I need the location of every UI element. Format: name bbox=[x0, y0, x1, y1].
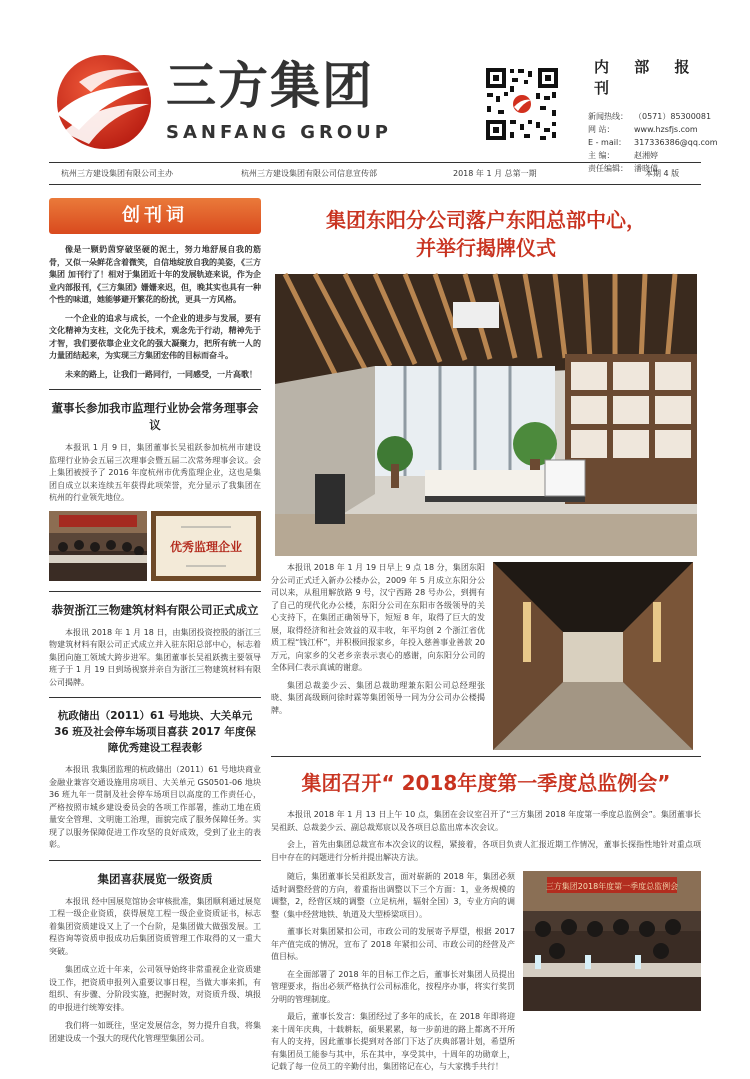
info-editor-in-chief: 主 编： 赵湘婷 bbox=[588, 151, 658, 160]
meeting-banner-text: 三方集团2018年度第一季度总监例会 bbox=[545, 882, 679, 891]
article-body-qualification-3: 我们将一如既往，坚定发展信念，努力提升自我，将集团建设成一个强大的现代化管理型集团公司。 bbox=[49, 1021, 261, 1043]
dongyang-para-2: 集团总裁姜少云、集团总裁助理兼东阳公司总经理张晓、集团高级顾问徐时霖等集团领导一同为分公司办公楼揭牌。 bbox=[271, 680, 485, 715]
divider bbox=[49, 389, 261, 390]
divider bbox=[49, 860, 261, 861]
article-body-qualification-1: 本报讯 经中国展览馆协会审核批准，集团顺利通过展览工程一级企业资质，获得展览工程一级企业资质证书，标志着集团资质建设又上了一个台阶，是集团做大做强发展。工程咨询等资质申报成功后集团资质管理工作取得的又一重大突破。 bbox=[49, 896, 261, 956]
article-title-sanwu: 恭贺浙江三物建筑材料有限公司正式成立 bbox=[51, 602, 259, 617]
masthead-divider bbox=[49, 162, 701, 163]
meeting-article-text bbox=[271, 871, 515, 1079]
meeting-photo bbox=[523, 871, 701, 1011]
meeting-para-3: 随后，集团董事长吴祖跃发言，面对崭新的 2018 年，集团必须适时调整经营的方向，着重指出调整以下三个方面：1，业务规模的调整，2，经营区域的调整（立足杭州，辐射全国）3，专业方向的调整（集中经营地铁、轨道及大型桥梁项目）。 bbox=[271, 872, 515, 919]
headline-dongyang bbox=[271, 206, 701, 262]
plaque-text: 优秀监理企业 bbox=[169, 539, 243, 554]
divider bbox=[49, 697, 261, 698]
meeting-para-6: 最后，董事长发言：集团经过了多年的成长，在 2018 年即将迎来十周年庆典，十载耕耘，硕果累累，每一步前进的路上都离不开所有人的支持，因此董事长提到对各部门下达了庆典部署计划，希望所有集团员工能参与其中，乐在其中，享受其中，十周年的功勋章上，记载了每一位员工的辛勤付出，集团铭记在心，与大家携手共行！ bbox=[271, 1012, 515, 1071]
sanfang-logo-icon bbox=[49, 52, 159, 152]
issue-date: 2018 年 1 月 总第一期 bbox=[453, 169, 537, 178]
meeting-para-1: 本报讯 2018 年 1 月 13 日上午 10 点，集团在会议室召开了“三方集团 2018 年度第一季度总监例会”。集团董事长吴祖跃、总裁姜少云、副总裁郑宸以及各项目总监出席本次会议。 bbox=[271, 810, 701, 832]
info-title: 内 部 报 刊 bbox=[594, 58, 700, 97]
article-body-award: 本报讯 我集团监理的杭政储出（2011）61 号地块商业金融业兼容交通设施用房项目、大关单元 GS0501-06 地块 36 班九年一贯制及社会停车场项目以高度的工作责任心，严格按照市城乡建设委员会的各项工作部署，推动工地在质量安全管理、文明施工治理，面貌完成了服务保障任务。实现了以服务保障促进工作攻坚的良好成效，受到了业主的表彰。 bbox=[49, 765, 261, 849]
dongyang-article bbox=[271, 562, 701, 750]
article-body-qualification-2: 集团成立近十年来，公司领导始终非常重视企业资质建设工作，把资质申报列入重要议事日程，当做大事来抓，有组织、有步骤、分阶段实施，把握时效，对资质升级、填报的申报进行统筹安排。 bbox=[49, 965, 261, 1012]
intro-para-3: 未来的路上，让我们一路同行，一同感受，一片高歌！ bbox=[65, 369, 257, 379]
meeting-intro bbox=[271, 809, 701, 869]
divider bbox=[271, 756, 701, 757]
headline-dongyang-line-1: 集团东阳分公司落户东阳总部中心， bbox=[326, 208, 646, 232]
meeting-photo bbox=[49, 511, 147, 581]
brand-name-en: SANFANG GROUP bbox=[166, 122, 392, 143]
meeting-para-5: 在全面部署了 2018 年的目标工作之后，董事长对集团人员提出管理要求，指出必须严格执行公司标准化，按程序办事，将实行奖罚分明的管理制度。 bbox=[271, 969, 515, 1004]
right-column bbox=[271, 198, 701, 1079]
award-plaque bbox=[151, 511, 261, 581]
article-body-chairman: 本报讯 1 月 9 日，集团董事长吴祖跃参加杭州市建设监理行业协会五届三次理事会暨五届二次常务理事会议。会上集团被授予了 2016 年度杭州市优秀监理企业，这也是集团自成立以来连续五年获得此项荣誉，充分显示了我集团在杭州的行业领先地位。 bbox=[49, 443, 261, 502]
article-title-qualification: 集团喜获展览一级资质 bbox=[97, 871, 213, 886]
info-editor: 责任编辑： 潘晓倩 bbox=[588, 164, 658, 173]
brand-name-cn: 三方集团 bbox=[166, 57, 374, 115]
info-email: E - mail： 317336386@qq.com bbox=[588, 138, 718, 147]
qr-code-icon bbox=[484, 66, 560, 142]
intro-para-2: 一个企业的追求与成长，一个企业的进步与发展，要有文化精神为支柱，文化先于技术，观念先于行动，精神先于才智，我们要依靠企业文化的强大凝聚力，把所有统一人的力量团结起来，为实现三方集团宏伟的目标而奋斗。 bbox=[49, 313, 261, 360]
office-photo bbox=[275, 274, 697, 556]
article-title-chairman: 董事长参加我市监理行业协会常务理事会议 bbox=[51, 401, 259, 432]
info-website: 网 站： www.hzsfjs.com bbox=[588, 125, 698, 134]
info-hotline: 新闻热线： （0571）85300081 bbox=[588, 112, 712, 121]
intro-para-1: 像是一颗奶茵穿破坚硬的泥土，努力地舒展自我的筋骨，又似一朵鲜花含着微笑，自信地绽放自我的美姿，《三方集团 加刊行了！相对于集团近十年的发展轨迹来说，作为企业内部报刊，《三方集团》姗姗来迟，但，晚其实也具有一种个性的味道，她能够避开繁花的纷扰，更具一方风格。 bbox=[49, 245, 261, 304]
article-title-award: 杭政储出（2011）61 号地块、大关单元 36 班及社会停车场项目喜获 2017 年度保障优秀建设工程表彰 bbox=[54, 710, 256, 754]
divider bbox=[49, 591, 261, 592]
left-column bbox=[49, 198, 261, 1051]
issue-divider bbox=[49, 184, 701, 185]
meeting-article-top bbox=[271, 809, 701, 869]
issue-dept: 杭州三方建设集团有限公司信息宣传部 bbox=[241, 169, 377, 178]
meeting-article-bottom bbox=[271, 871, 701, 1079]
issue-bar bbox=[49, 167, 701, 181]
inaugural-banner: 创刊词 bbox=[49, 198, 261, 234]
chairman-photos bbox=[49, 511, 261, 581]
dongyang-article-text bbox=[271, 562, 485, 750]
corridor-photo bbox=[493, 562, 693, 750]
article-body-sanwu: 本报讯 2018 年 1 月 18 日，由集团投资控股的浙江三物建筑材料有限公司正式成立并入驻东阳总部中心，标志着集团向施工领域大跨步进军。集团董事长吴祖跃携主要领导班子于 1 月 19 日到场视察并亲自为浙江三物建筑材料有限公司揭牌。 bbox=[49, 627, 261, 687]
dongyang-para-1: 本报讯 2018 年 1 月 19 日早上 9 点 18 分，集团东阳分公司正式迁入新办公楼办公，2009 年 5 月成立东阳分公司以来，从租用解放路 9 号，汉宁西路 28 号办公，到拥有了自己的现代化办公楼，东阳分公司在东阳市各级领导的关心支持下，在集团正确领导下，短短 8 年，取得了巨大的发展，取得经济和社会效益的双丰收，年平均创 2 个浙江省优质工程“钱江杯”，并积极回报家乡，年投入慈善事业善款 20 万元，向家乡的父老乡亲表示衷心的感谢，向东阳分公司的全体同仁表示真诚的谢意。 bbox=[271, 563, 485, 672]
issue-host: 杭州三方建设集团有限公司主办 bbox=[61, 169, 173, 178]
meeting-para-2: 会上，首先由集团总裁宣布本次会议的议程，紧接着，各项目负责人汇报近期工作情况，董事长探指性地针对重点项目中存在的问题进行分析并提出解决方法。 bbox=[271, 840, 701, 862]
masthead-info bbox=[588, 56, 738, 175]
headline-dongyang-line-2: 并举行揭牌仪式 bbox=[416, 236, 556, 260]
issue-pages: 本期 4 版 bbox=[645, 169, 680, 178]
meeting-para-4: 董事长对集团紧扣公司，市政公司的发展寄予厚望，根据 2017 年产值完成的情况，宣布了 2018 年紧扣公司、市政公司的经营及产值目标。 bbox=[271, 927, 515, 961]
headline-meeting: 集团召开“ 2018年度第一季度总监例会” bbox=[301, 771, 671, 795]
